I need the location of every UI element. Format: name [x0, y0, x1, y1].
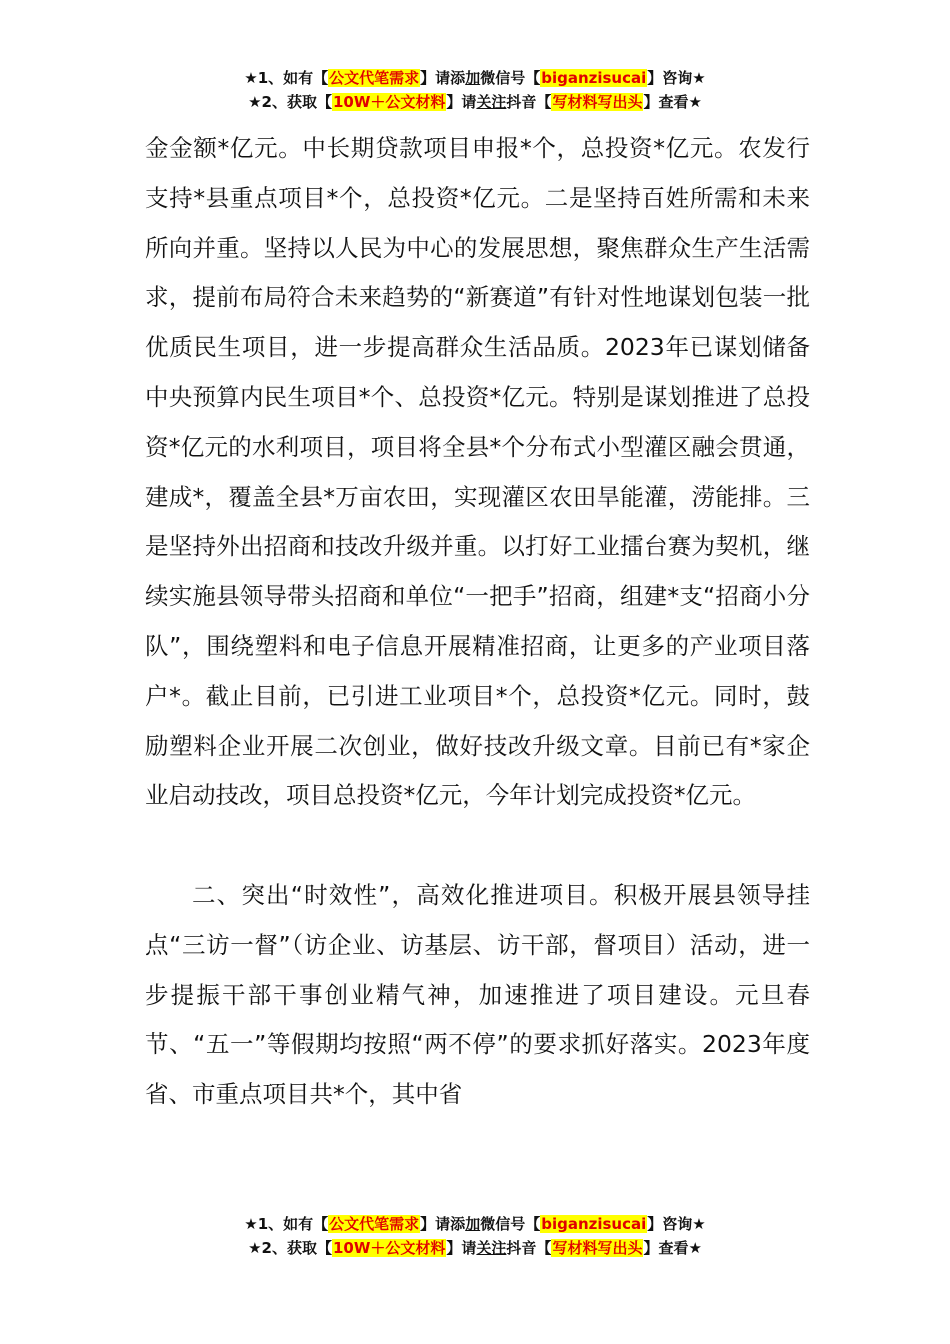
banner-highlight: biganzisucai [541, 1215, 647, 1233]
banner-highlight: 10W＋公文材料 [332, 93, 446, 111]
banner-text: 】请 [446, 93, 477, 111]
banner-line-1 [0, 1212, 950, 1236]
paragraph-1: 金金额*亿元。中长期贷款项目申报*个，总投资*亿元。农发行支持*县重点项目*个，总投资*亿元。二是坚持百姓所需和未来所向并重。坚持以人民为中心的发展思想，聚焦群众生产生活需求，提前布局符合未来趋势的“新赛道”有针对性地谋划包装一批优质民生项目，进一步提高群众生活品质。2023年已谋划储备中央预算内民生项目*个、总投资*亿元。特别是谋划推进了总投资*亿元的水利项目，项目将全县*个分布式小型灌区融会贯通，建成*，覆盖全县*万亩农田，实现灌区农田旱能灌，涝能排。三是坚持外出招商和技改升级并重。以打好工业擂台赛为契机，继续实施县领导带头招商和单位“一把手”招商，组建*支“招商小分队”，围绕塑料和电子信息开展精准招商，让更多的产业项目落户*。截止目前，已引进工业项目*个，总投资*亿元。同时，鼓励塑料企业开展二次创业，做好技改升级文章。目前已有*家企业启动技改，项目总投资*亿元，今年计划完成投资*亿元。 [145, 134, 810, 810]
banner-text: 抖音【 [506, 93, 552, 111]
banner-text: 微信号【 [480, 1215, 541, 1233]
banner-highlight: 10W＋公文材料 [332, 1239, 446, 1257]
banner-underlined: 加 [465, 69, 481, 87]
banner-text: ★1、如有【 [244, 1215, 329, 1233]
banner-line-2 [0, 90, 950, 114]
banner-text: ★2、获取【 [248, 1239, 332, 1257]
banner-text: 】请添 [420, 1215, 466, 1233]
banner-text: 】查看★ [643, 1239, 702, 1257]
banner-underlined: 关注 [476, 93, 507, 111]
banner-line-2 [0, 1236, 950, 1260]
header-banner [0, 66, 950, 114]
banner-text: ★1、如有【 [244, 69, 329, 87]
banner-underlined: 关注 [476, 1239, 507, 1257]
banner-text: 】查看★ [643, 93, 702, 111]
banner-text: 】咨询★ [647, 1215, 706, 1233]
banner-text: 】请添 [420, 69, 466, 87]
banner-line-1 [0, 66, 950, 90]
banner-highlight: 公文代笔需求 [329, 1215, 420, 1233]
footer-banner [0, 1212, 950, 1260]
banner-text: 】咨询★ [647, 69, 706, 87]
banner-highlight: 公文代笔需求 [329, 69, 420, 87]
banner-text: ★2、获取【 [248, 93, 332, 111]
banner-text: 抖音【 [506, 1239, 552, 1257]
banner-highlight: 写材料写出头 [552, 93, 643, 111]
banner-highlight: biganzisucai [541, 69, 647, 87]
banner-text: 】请 [446, 1239, 477, 1257]
banner-text: 微信号【 [480, 69, 541, 87]
banner-highlight: 写材料写出头 [552, 1239, 643, 1257]
paragraph-2: 二、突出“时效性”，高效化推进项目。积极开展县领导挂点“三访一督”（访企业、访基层、访干部，督项目）活动，进一步提振干部干事创业精气神，加速推进了项目建设。元旦春节、“五一”等假期均按照“两不停”的要求抓好落实。2023年度省、市重点项目共*个，其中省 [145, 880, 810, 1109]
banner-underlined: 加 [465, 1215, 481, 1233]
document-body [145, 124, 810, 1120]
